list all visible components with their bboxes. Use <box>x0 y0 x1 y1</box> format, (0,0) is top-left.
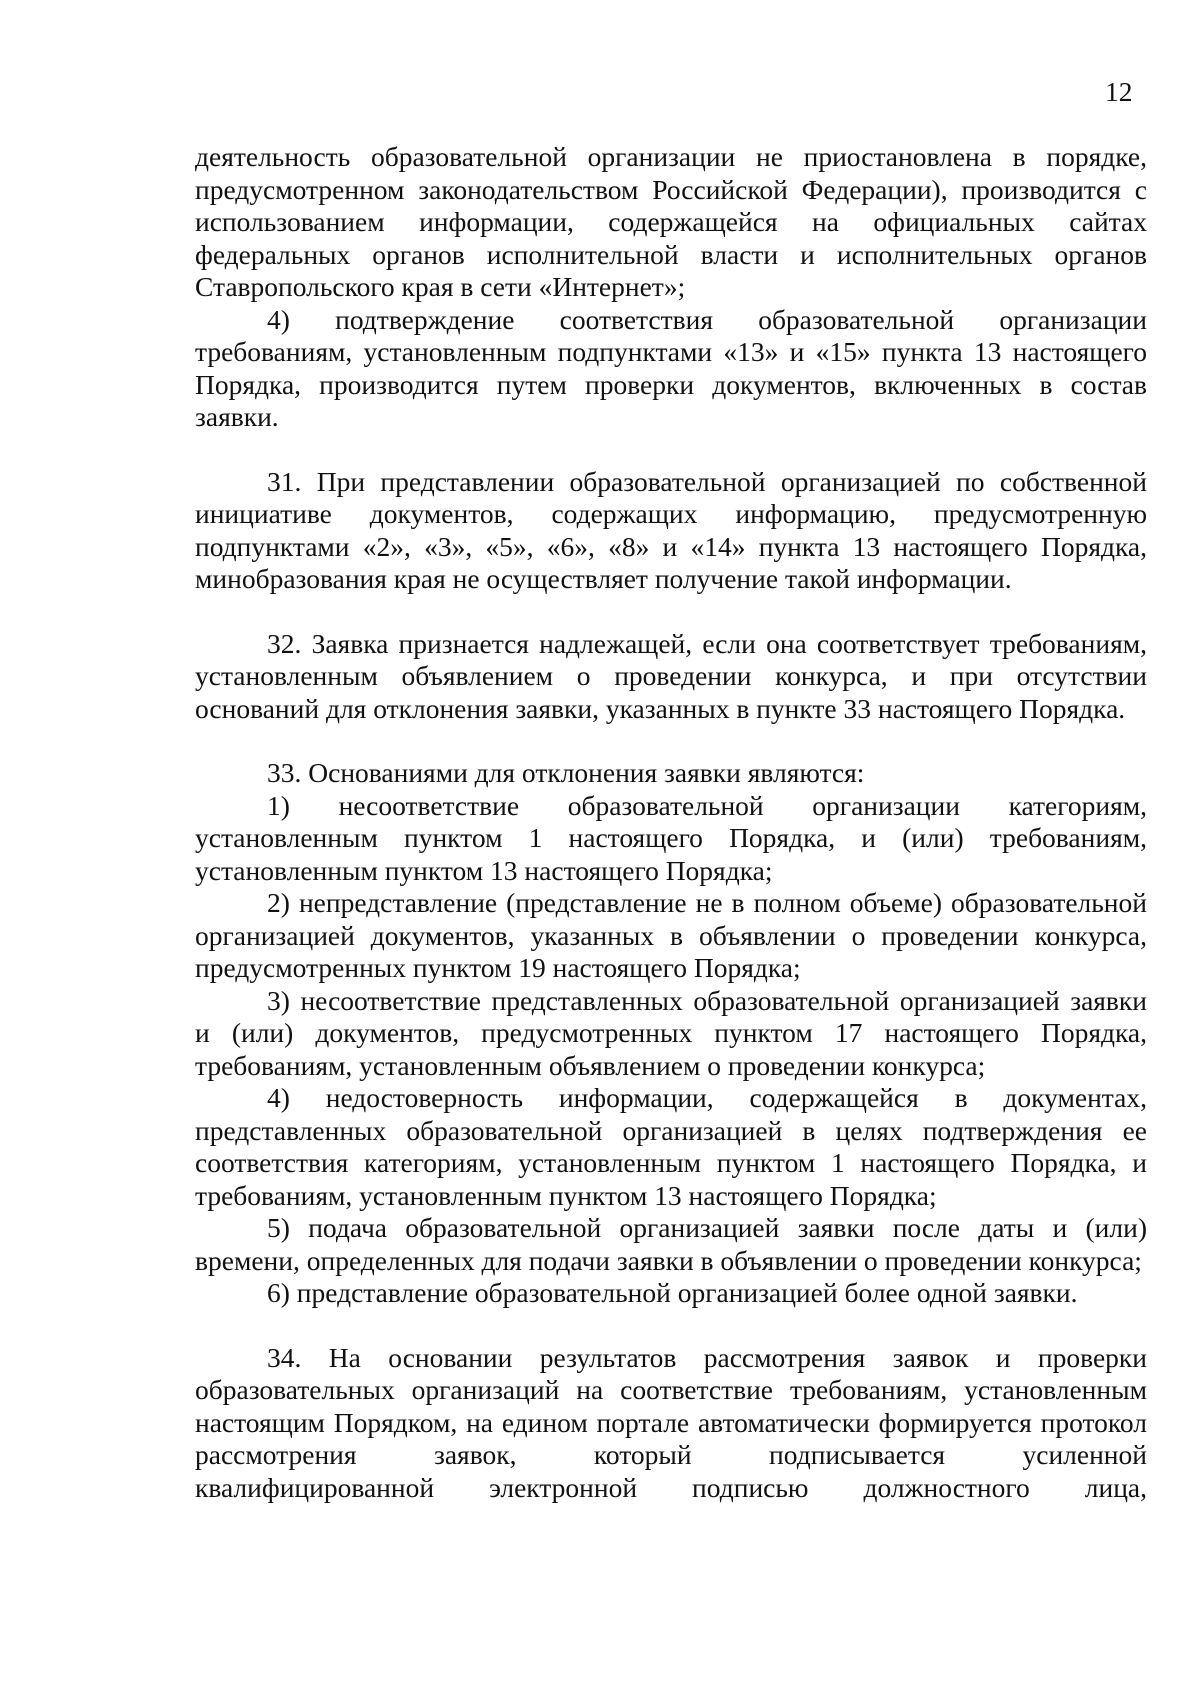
paragraph-continuation: деятельность образовательной организации не приостановлена в порядке, предусмотренном законодательством Российской Федерации), производится с использованием информации, содержащейся на официальных сайтах федеральных органов исполнительной власти и исполнительных органов Ставропольского края в сети «Интернет»; <box>195 141 1147 302</box>
paragraph-31: 31. При представлении образовательной организацией по собственной инициативе документов, содержащих информацию, предусмотренную подпунктами «2», «3», «5», «6», «8» и «14» пункта 13 настоящего Порядка, минобразования края не осуществляет получение такой информации. <box>195 465 1147 594</box>
paragraph-33-item-3: 3) несоответствие представленных образовательной организацией заявки и (или) документов, предусмотренных пунктом 17 настоящего Порядка, требованиям, установленным объявлением о проведении конкурса; <box>195 984 1147 1081</box>
paragraph-33-item-6: 6) представление образовательной организацией более одной заявки. <box>267 1277 1078 1308</box>
paragraph-34: 34. На основании результатов рассмотрения заявок и проверки образовательных организаций на соответствие требованиям, установленным настоящим Порядком, на едином портале автоматически формируется протокол рассмотрения заявок, который подписывается усиленной <box>195 1341 1147 1470</box>
page-number: 12 <box>1105 76 1133 107</box>
paragraph-33-item-2: 2) непредставление (представление не в полном объеме) образовательной организацией документов, указанных в объявлении о проведении конкурса, предусмотренных пунктом 19 настоящего Порядка; <box>195 887 1147 983</box>
paragraph-32: 32. Заявка признается надлежащей, если она соответствует требованиям, установленным объявлением о проведении конкурса, и при отсутствии оснований для отклонения заявки, указанных в пункте 33 настоящего Порядка. <box>195 627 1147 724</box>
paragraph-33-item-5: 5) подача образовательной организацией заявки после даты и (или) времени, определенных для подачи заявки в объявлении о проведении конкурса; <box>195 1212 1147 1276</box>
paragraph-34-last-line: квалифицированной электронной подписью должностного лица, <box>195 1471 1147 1503</box>
document-body <box>195 141 1147 1504</box>
paragraph-33-item-1: 1) несоответствие образовательной организации категориям, установленным пунктом 1 настоящего Порядка, и (или) требованиям, установленным пунктом 13 настоящего Порядка; <box>195 789 1147 886</box>
paragraph-33-item-4: 4) недостоверность информации, содержащейся в документах, представленных образовательной организацией в целях подтверждения ее соответствия категориям, установленным пунктом 1 настоящего Порядка, и требованиям, установленным пунктом 13 настоящего Порядка; <box>195 1082 1147 1211</box>
paragraph-33: 33. Основаниями для отклонения заявки являются: <box>267 757 865 788</box>
paragraph-item-4: 4) подтверждение соответствия образовательной организации требованиям, установленным подпунктами «13» и «15» пункта 13 настоящего Порядка, производится путем проверки документов, включенных в состав заявки. <box>195 303 1147 432</box>
